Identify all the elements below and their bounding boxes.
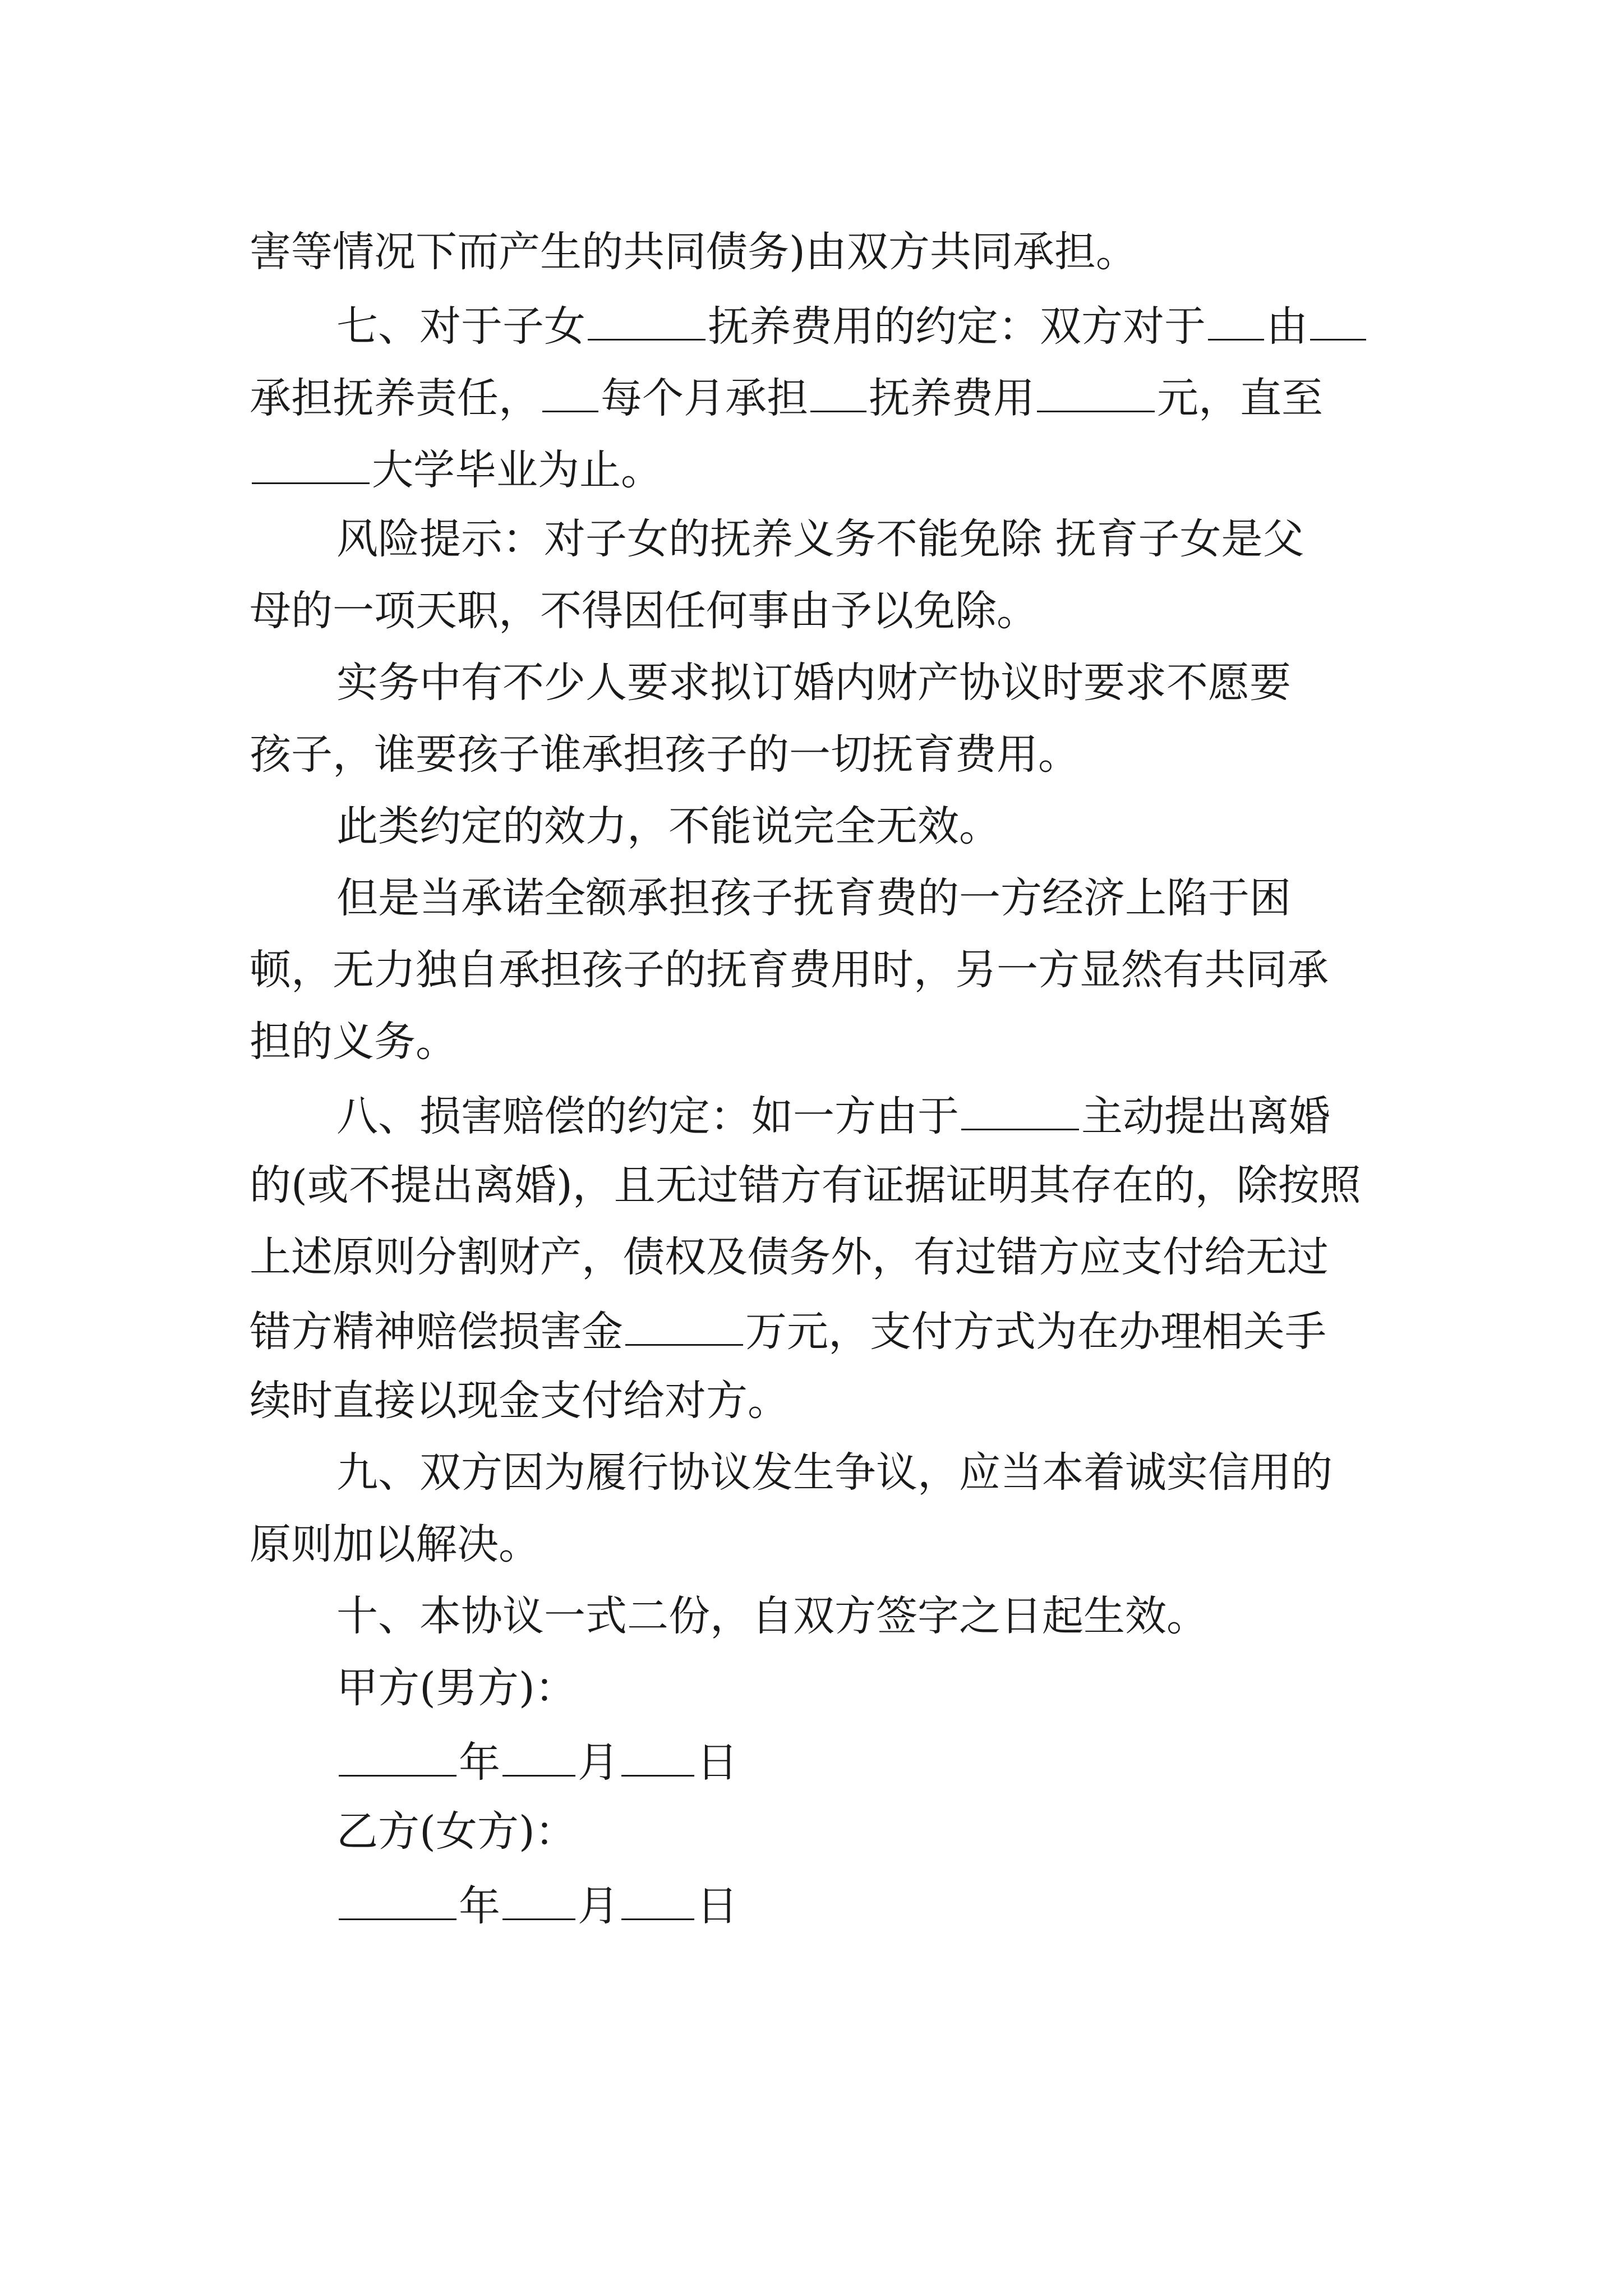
month-label: 月 (578, 1738, 619, 1787)
text-line: 顿，无力独自承担孩子的抚育费用时，另一方显然有共同承 (250, 946, 1329, 994)
text-line: 但是当承诺全额承担孩子抚育费的一方经济上陷于困 (336, 874, 1291, 922)
text-segment: 大学毕业为止。 (372, 446, 662, 494)
text-segment: 七、对于子女 (336, 302, 585, 351)
fill-in-blank (1208, 303, 1264, 341)
fill-in-blank (810, 375, 866, 412)
text-line: 孩子，谁要孩子谁承担孩子的一切抚育费用。 (250, 730, 1080, 779)
clause-8-line-1 (336, 1092, 1330, 1140)
text-line: 的(或不提出离婚)，且无过错方有证据证明其存在的，除按照 (250, 1161, 1361, 1209)
text-line: 十、本协议一式二份，自双方签字之日起生效。 (336, 1592, 1208, 1640)
fill-in-blank (339, 1883, 457, 1920)
text-segment: 元，直至 (1157, 374, 1323, 422)
day-label: 日 (697, 1882, 738, 1930)
fill-in-blank (542, 375, 598, 412)
text-segment: 由 (1266, 302, 1308, 351)
text-segment: 万元，支付方式为在办理相关手 (745, 1308, 1326, 1356)
party-a-label: 甲方(男方)： (336, 1664, 577, 1712)
clause-8-line-4 (250, 1308, 1326, 1356)
fill-in-blank (588, 303, 706, 341)
fill-in-blank (621, 1739, 694, 1777)
fill-in-blank (621, 1883, 694, 1920)
text-line: 上述原则分割财产，债权及债务外，有过错方应支付给无过 (250, 1233, 1329, 1281)
fill-in-blank (502, 1883, 575, 1920)
day-label: 日 (697, 1738, 738, 1787)
clause-7-line-1 (336, 302, 1368, 351)
text-line: 续时直接以现金支付给对方。 (250, 1377, 789, 1425)
text-line: 原则加以解决。 (250, 1520, 540, 1568)
year-label: 年 (459, 1882, 500, 1930)
year-label: 年 (459, 1738, 500, 1787)
text-segment: 主动提出离婚 (1081, 1092, 1330, 1140)
clause-7-line-2 (250, 374, 1323, 422)
text-segment: 每个月承担 (601, 374, 808, 422)
text-line: 害等情况下而产生的共同债务)由双方共同承担。 (250, 228, 1137, 276)
party-b-label: 乙方(女方)： (336, 1807, 577, 1856)
fill-in-blank (961, 1093, 1079, 1130)
text-line: 此类约定的效力，不能说完全无效。 (336, 802, 1000, 850)
text-segment: 抚养费用 (869, 374, 1035, 422)
text-line: 风险提示：对子女的抚养义务不能免除 抚育子女是父 (336, 515, 1304, 563)
fill-in-blank (502, 1739, 575, 1777)
text-segment: 承担抚养责任， (250, 374, 540, 422)
text-segment: 八、损害赔偿的约定：如一方由于 (336, 1092, 959, 1140)
party-a-date (336, 1738, 738, 1787)
fill-in-blank (1037, 375, 1155, 412)
fill-in-blank (339, 1739, 457, 1777)
fill-in-blank (1310, 303, 1366, 341)
text-line: 实务中有不少人要求拟订婚内财产协议时要求不愿要 (336, 659, 1291, 707)
text-line: 母的一项天职，不得因任何事由予以免除。 (250, 587, 1038, 635)
text-segment: 抚养费用的约定：双方对于 (708, 302, 1206, 351)
text-line: 九、双方因为履行协议发生争议，应当本着诚实信用的 (336, 1448, 1332, 1497)
text-segment: 错方精神赔偿损害金 (250, 1308, 623, 1356)
month-label: 月 (578, 1882, 619, 1930)
party-b-date (336, 1882, 738, 1930)
fill-in-blank (625, 1308, 743, 1346)
text-line: 担的义务。 (250, 1018, 457, 1066)
clause-7-line-3 (250, 446, 662, 494)
fill-in-blank (252, 447, 370, 484)
